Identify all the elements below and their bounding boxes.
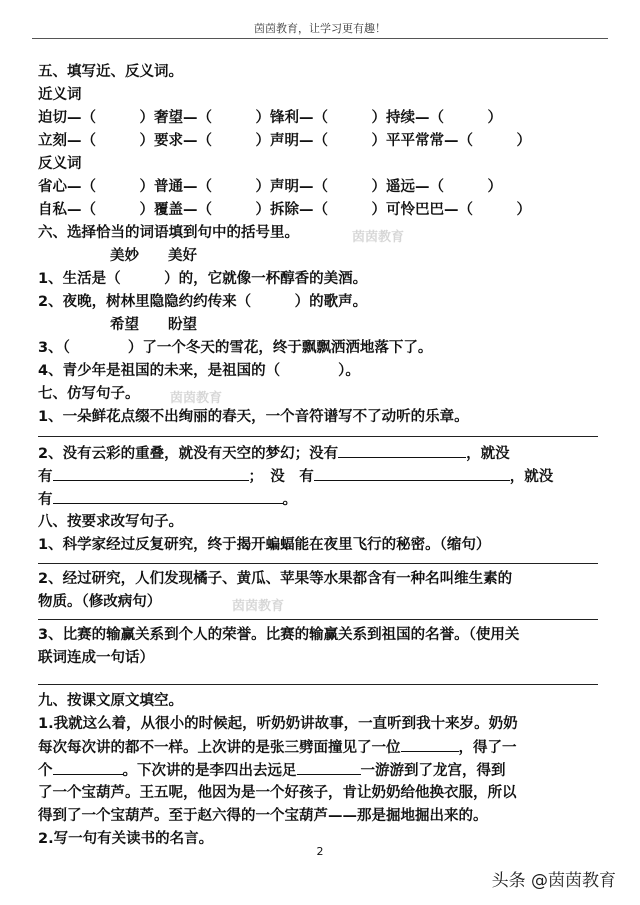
section-six-title: 六、选择恰当的词语填到句中的括号里。 (38, 225, 299, 241)
question-eight-1: 1、科学家经过反复研究，终于揭开蝙蝠能在夜里飞行的秘密。（缩句） (38, 537, 491, 553)
question-eight-2-line2: 物质。（修改病句） (38, 594, 162, 610)
fill-blank[interactable] (53, 489, 283, 504)
watermark: 茵茵教育 (170, 391, 223, 406)
answer-line (38, 619, 598, 620)
question-six-2: 2、夜晚，树林里隐隐约约传来（ ）的歌声。 (38, 294, 368, 310)
question-seven-2-line3 (38, 489, 297, 510)
answer-line (38, 436, 598, 437)
section-five-title: 五、填写近、反义词。 (38, 64, 183, 80)
antonyms-label: 反义词 (38, 156, 82, 172)
fill-blank[interactable] (297, 760, 361, 775)
section-seven-title: 七、仿写句子。 (38, 386, 140, 402)
question-nine-1-text: ，得了一 (458, 740, 517, 756)
question-nine-2: 2.写一句有关读书的名言。 (38, 831, 214, 847)
question-seven-1: 1、一朵鲜花点缀不出绚丽的春天，一个音符谱写不了动听的乐章。 (38, 409, 469, 425)
fill-blank[interactable] (314, 466, 510, 481)
question-nine-1-text: 一游游到了龙宫，得到 (360, 763, 506, 779)
question-eight-3-line2: 联词连成一句话） (38, 650, 154, 666)
section-nine-title: 九、按课文原文填空。 (38, 693, 183, 709)
question-eight-3-line1: 3、比赛的输赢关系到个人的荣誉。比赛的输赢关系到祖国的名誉。（使用关 (38, 627, 520, 643)
question-seven-2-text: 有 (38, 469, 53, 485)
question-six-4: 4、青少年是祖国的未来，是祖国的（ ）。 (38, 363, 360, 379)
watermark: 茵茵教育 (232, 599, 285, 614)
question-seven-2-text: ； 没 有 (248, 469, 314, 485)
word-choices-2: 希望 盼望 (110, 317, 197, 333)
fill-blank[interactable] (53, 760, 123, 775)
question-seven-2-line1 (38, 443, 510, 464)
question-nine-1-line4: 了一个宝葫芦。王五呢，他因为是一个好孩子，肯让奶奶给他换衣服，所以 (38, 785, 517, 801)
question-nine-1-line5: 得到了一个宝葫芦。至于赵六得的一个宝葫芦——那是掘地掘出来的。 (38, 808, 488, 824)
page-number: 2 (316, 845, 324, 858)
watermark: 茵茵教育 (352, 230, 405, 245)
question-nine-1-text: 。下次讲的是李四出去远足 (122, 763, 297, 779)
question-nine-1-text: 每次每次讲的都不一样。上次讲的是张三劈面撞见了一位 (38, 740, 401, 756)
question-nine-1-text: 个 (38, 763, 53, 779)
question-seven-2-text: ，就没 (509, 469, 554, 485)
antonym-row-2: 自私—（ ）覆盖—（ ）拆除—（ ）可怜巴巴—（ ） (38, 202, 531, 218)
question-seven-2-line2 (38, 466, 553, 487)
question-nine-1-line1: 1.我就这么着，从很小的时候起，听奶奶讲故事，一直听到我十来岁。奶奶 (38, 716, 518, 732)
answer-line (38, 563, 598, 564)
answer-line (38, 684, 598, 685)
antonym-row-1: 省心—（ ）普通—（ ）声明—（ ）遥远—（ ） (38, 179, 502, 195)
synonym-row-1: 迫切—（ ）奢望—（ ）锋利—（ ）持续—（ ） (38, 110, 502, 126)
question-seven-2-text: 2、没有云彩的重叠，就没有天空的梦幻；没有 (38, 446, 339, 462)
question-seven-2-text: 。 (282, 492, 297, 508)
word-choices-1: 美妙 美好 (110, 248, 197, 264)
fill-blank[interactable] (53, 466, 249, 481)
question-seven-2-text: 有 (38, 492, 53, 508)
question-nine-1-line2 (38, 737, 517, 758)
synonym-row-2: 立刻—（ ）要求—（ ）声明—（ ）平平常常—（ ） (38, 133, 531, 149)
section-eight-title: 八、按要求改写句子。 (38, 514, 183, 530)
question-six-3: 3、（ ）了一个冬天的雪花，终于飘飘洒洒地落下了。 (38, 340, 433, 356)
question-seven-2-text: ，就没 (466, 446, 510, 462)
source-attribution: 头条 @茵茵教育 (491, 871, 616, 891)
question-six-1: 1、生活是（ ）的，它就像一杯醇香的美酒。 (38, 271, 368, 287)
synonyms-label: 近义词 (38, 87, 82, 103)
page-header: 茵茵教育，让学习更有趣！ (254, 22, 386, 35)
fill-blank[interactable] (338, 443, 466, 458)
question-nine-1-line3 (38, 760, 506, 781)
fill-blank[interactable] (401, 737, 459, 752)
header-divider (32, 38, 608, 39)
question-eight-2-line1: 2、经过研究，人们发现橘子、黄瓜、苹果等水果都含有一种名叫维生素的 (38, 571, 513, 587)
